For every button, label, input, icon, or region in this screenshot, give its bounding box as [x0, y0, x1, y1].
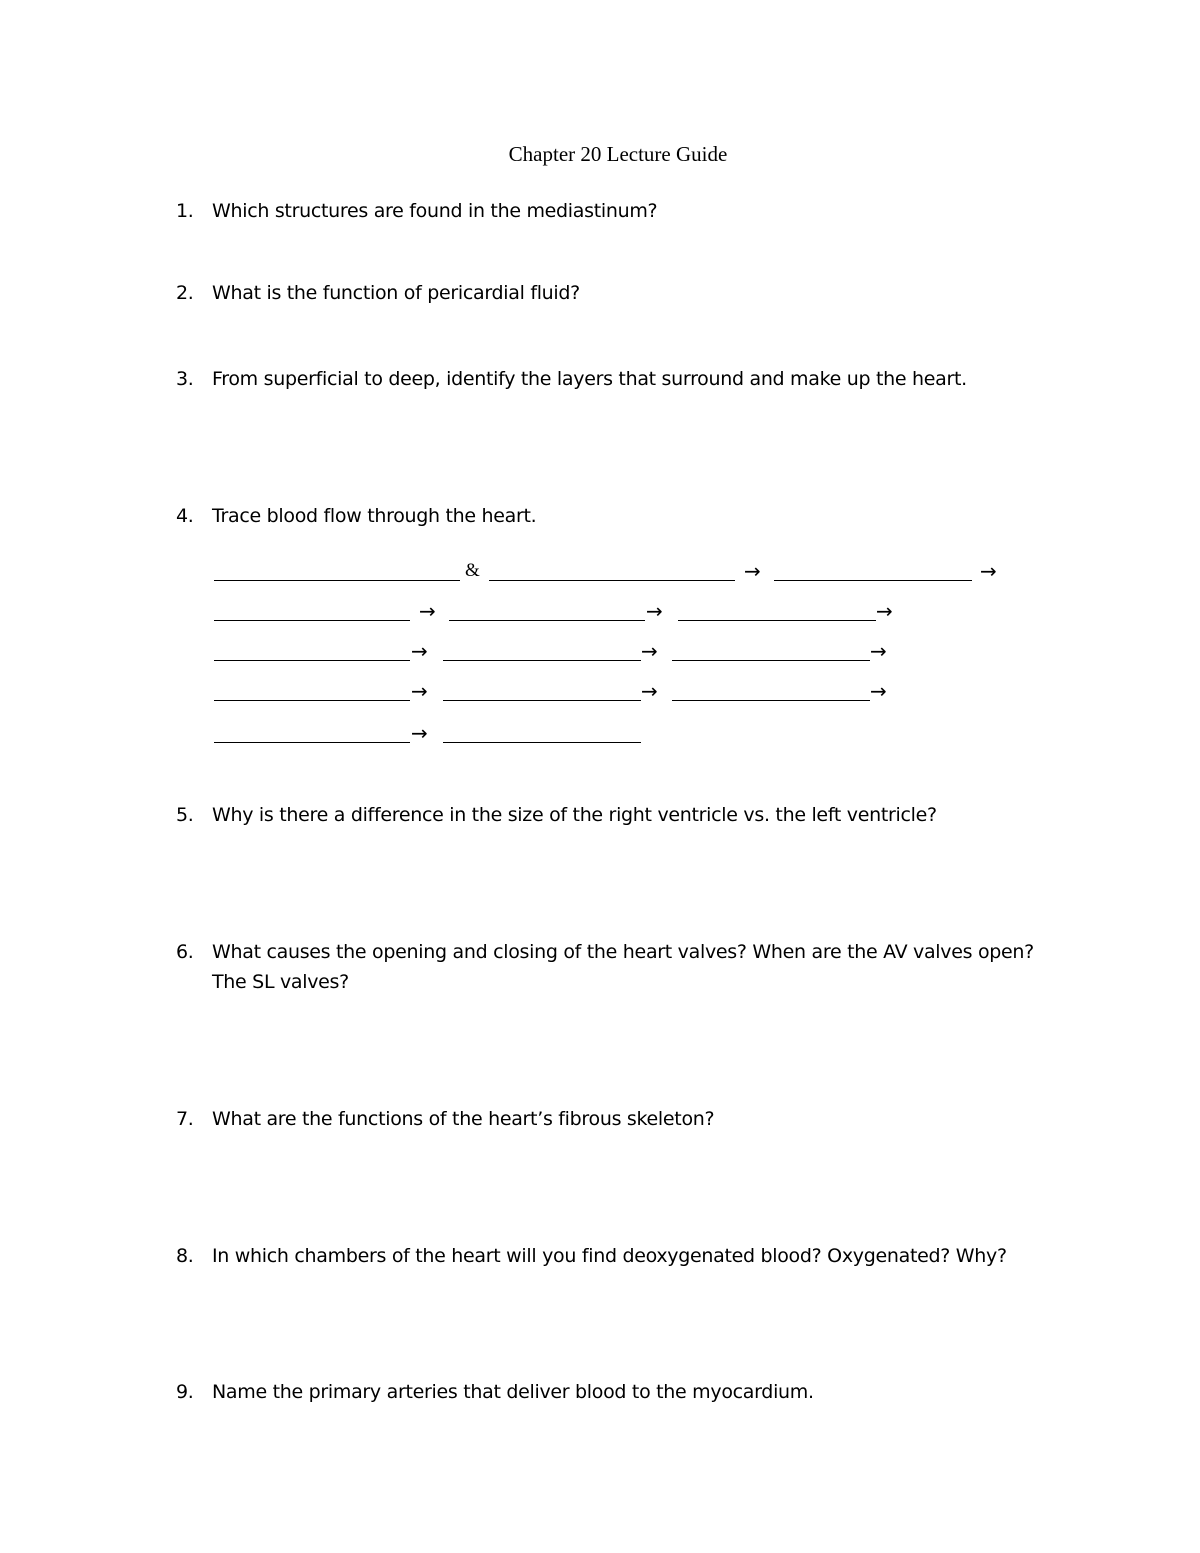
question-number: 3.	[176, 368, 194, 390]
question-number: 6.	[176, 941, 194, 963]
answer-blank[interactable]	[214, 660, 410, 661]
arrow-right-icon: →	[980, 559, 997, 583]
question-text: In which chambers of the heart will you find deoxygenated blood? Oxygenated? Why?	[212, 1245, 1007, 1267]
question-number: 8.	[176, 1245, 194, 1267]
arrow-right-icon: →	[641, 639, 658, 663]
flow-row-4	[212, 680, 1032, 710]
answer-blank[interactable]	[214, 580, 460, 581]
question-text: Which structures are found in the mediastinum?	[212, 200, 658, 222]
arrow-right-icon: →	[870, 679, 887, 703]
arrow-right-icon: →	[876, 599, 893, 623]
question-2	[176, 278, 1076, 308]
arrow-right-icon: →	[641, 679, 658, 703]
answer-blank[interactable]	[449, 620, 645, 621]
answer-blank[interactable]	[489, 580, 735, 581]
answer-blank[interactable]	[672, 660, 870, 661]
question-8	[176, 1241, 1076, 1271]
flow-row-3	[212, 640, 1032, 670]
question-text: What is the function of pericardial fluid?	[212, 282, 580, 304]
answer-blank[interactable]	[443, 700, 641, 701]
question-text: What are the functions of the heart’s fibrous skeleton?	[212, 1108, 715, 1130]
question-text: From superficial to deep, identify the layers that surround and make up the heart.	[212, 368, 967, 390]
answer-blank[interactable]	[214, 742, 410, 743]
arrow-right-icon: →	[870, 639, 887, 663]
question-9	[176, 1377, 1076, 1407]
question-number: 2.	[176, 282, 194, 304]
question-text: Name the primary arteries that deliver blood to the myocardium.	[212, 1381, 814, 1403]
arrow-right-icon: →	[411, 639, 428, 663]
question-number: 4.	[176, 505, 194, 527]
answer-blank[interactable]	[214, 620, 410, 621]
question-text-continued: The SL valves?	[212, 971, 349, 993]
answer-blank[interactable]	[214, 700, 410, 701]
question-7	[176, 1104, 1076, 1134]
question-5	[176, 800, 1076, 830]
question-4	[176, 501, 1076, 531]
answer-blank[interactable]	[678, 620, 876, 621]
answer-blank[interactable]	[443, 742, 641, 743]
question-1	[176, 196, 1076, 226]
question-number: 9.	[176, 1381, 194, 1403]
question-6	[176, 937, 1076, 997]
question-text: Why is there a difference in the size of the right ventricle vs. the left ventricle?	[212, 804, 937, 826]
arrow-right-icon: →	[744, 559, 761, 583]
arrow-right-icon: →	[419, 599, 436, 623]
question-text: Trace blood flow through the heart.	[212, 505, 537, 527]
flow-row-5	[212, 722, 1032, 752]
question-number: 1.	[176, 200, 194, 222]
answer-blank[interactable]	[774, 580, 972, 581]
flow-row-1	[212, 560, 1032, 590]
question-number: 5.	[176, 804, 194, 826]
ampersand: &	[465, 560, 480, 581]
arrow-right-icon: →	[646, 599, 663, 623]
flow-row-2	[212, 600, 1032, 630]
question-3	[176, 364, 1076, 394]
answer-blank[interactable]	[443, 660, 641, 661]
page-title: Chapter 20 Lecture Guide	[508, 142, 728, 166]
arrow-right-icon: →	[411, 721, 428, 745]
question-number: 7.	[176, 1108, 194, 1130]
arrow-right-icon: →	[411, 679, 428, 703]
question-text: What causes the opening and closing of the heart valves? When are the AV valves open?	[212, 941, 1034, 963]
answer-blank[interactable]	[672, 700, 870, 701]
